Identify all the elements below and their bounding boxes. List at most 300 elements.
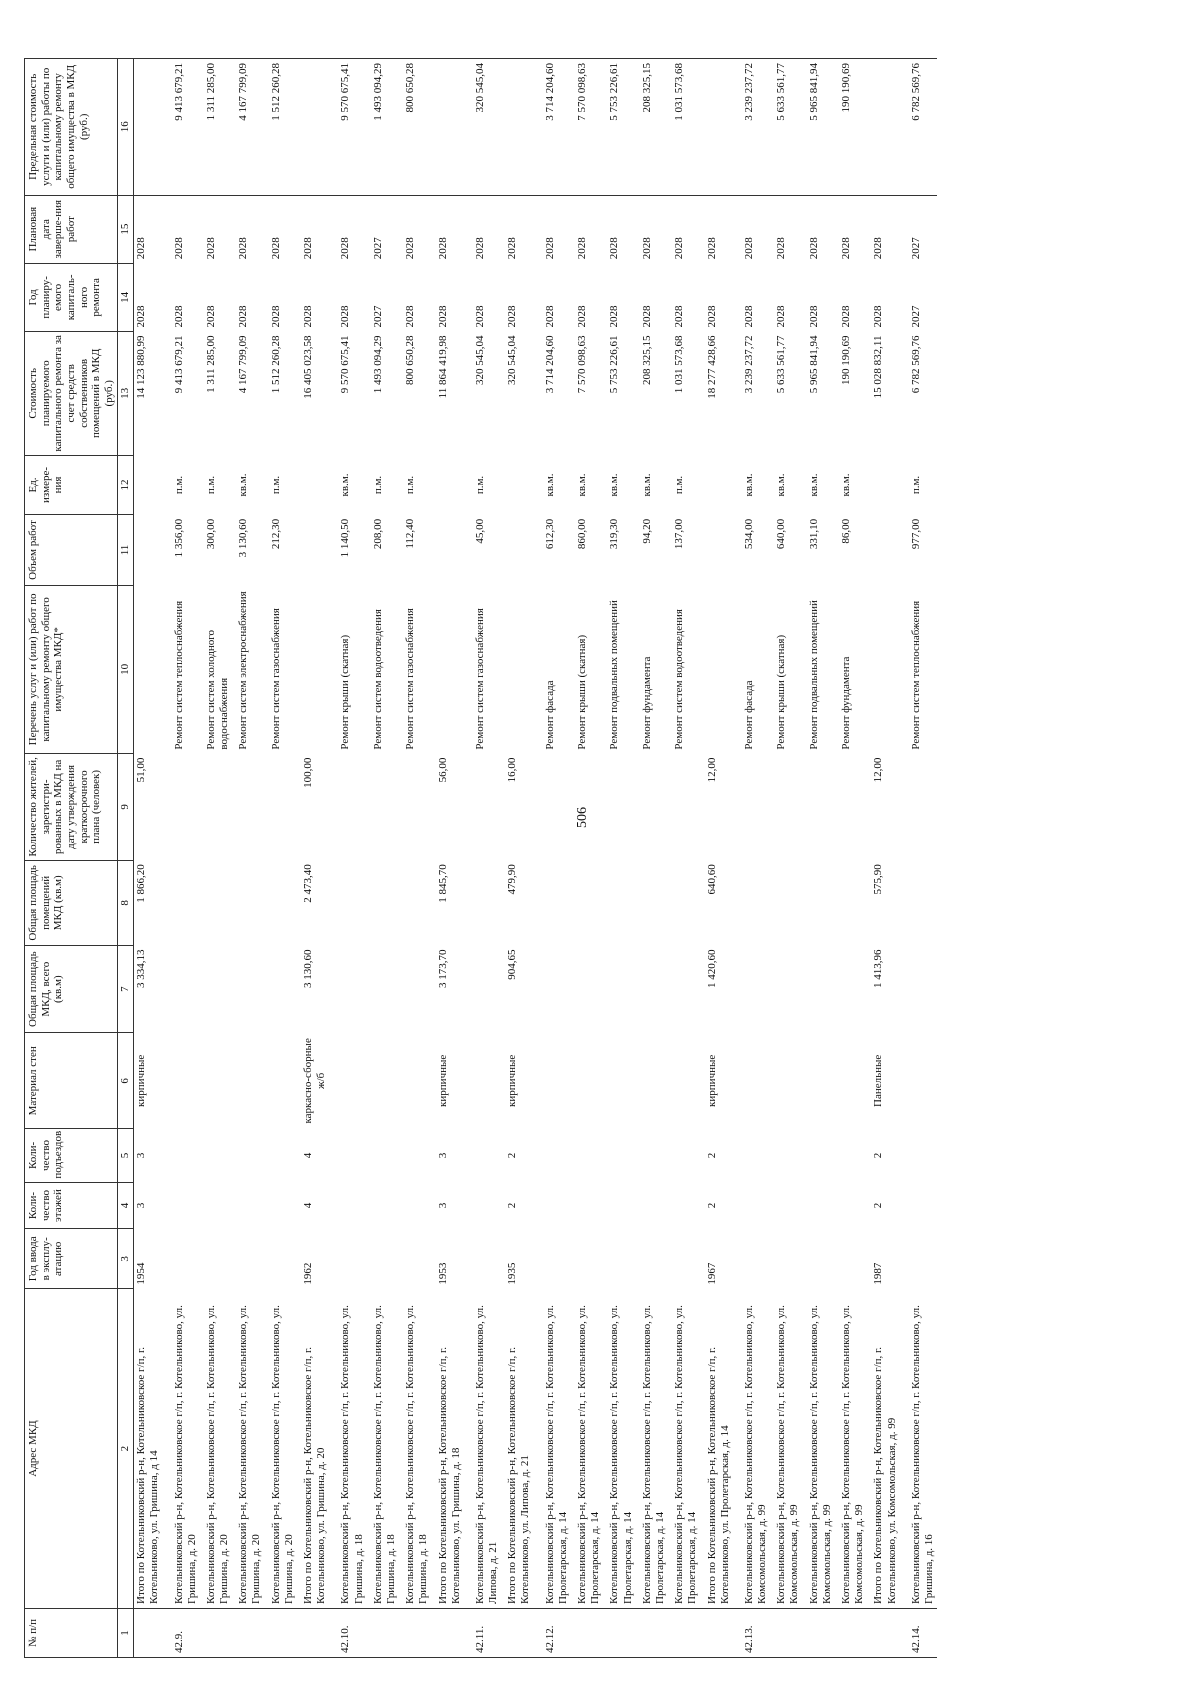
unit-cell: кв.м. [237, 473, 250, 497]
residents-cell [770, 754, 802, 861]
completion-date-cell: 2028 [237, 237, 250, 260]
unit-cell: кв.м. [543, 473, 556, 497]
work-volume-cell: 137,00 [673, 518, 686, 550]
entrances-cell: 2 [872, 1152, 885, 1159]
completion-date-cell: 2028 [172, 237, 185, 260]
planned-cost-cell: 15 028 832,11 [872, 335, 885, 399]
work-type-cell: Ремонт фундамента [640, 656, 653, 750]
total-area-cell: 3 130,60 [302, 949, 314, 988]
completion-date-cell: 2028 [473, 237, 486, 260]
year-built-cell [367, 1229, 399, 1289]
max-cost-cell: 190 190,69 [835, 59, 867, 196]
unit-cell: п.м. [204, 475, 217, 495]
address-cell: Котельниковский р-н, Котельниковское г/п, г. Котельниково, ул. Гришина, д. 20 [204, 1302, 231, 1604]
repair-year-cell: 2028 [506, 305, 519, 328]
address-cell: Итого по Котельниковский р-н, Котельниковское г/п, г. Котельниково, ул. Гришина, д 14 [135, 1344, 161, 1604]
total-area-cell [367, 945, 399, 1032]
residents-cell [265, 754, 297, 861]
table-row [200, 59, 232, 1658]
address-cell: Котельниковский р-н, Котельниковское г/п, г. Котельниково, ул. Гришина, д. 18 [371, 1302, 397, 1604]
residents-cell [163, 754, 200, 861]
wall-material-cell [399, 1033, 431, 1129]
planned-cost-cell: 4 167 799,09 [237, 335, 250, 394]
total-area-cell [668, 945, 700, 1032]
table-row [733, 59, 770, 1658]
address-cell: Котельниковский р-н, Котельниковское г/п, г. Котельниково, ул. Липова, д. 21 [473, 1302, 500, 1604]
max-cost-cell: 6 782 569,76 [900, 59, 937, 196]
header-cell: Количество жителей, зарегистри-рованных в МКД на дату утверждения краткосрочного плана (человек) [25, 754, 118, 861]
wall-material-cell: кирпичные [436, 1054, 449, 1107]
floors-cell [571, 1182, 603, 1229]
residents-cell [367, 754, 399, 861]
repair-year-cell: 2028 [543, 305, 556, 328]
unit-cell: кв.м. [775, 473, 788, 497]
max-cost-cell: 7 570 098,63 [571, 59, 603, 196]
completion-date-cell: 2028 [705, 237, 718, 260]
premises-area-cell [200, 860, 232, 945]
entrances-cell [200, 1129, 232, 1182]
address-cell: Котельниковский р-н, Котельниковское г/п, г. Котельниково, ул. Комсомольская, д. 99 [775, 1302, 801, 1604]
total-area-cell: 3 334,13 [135, 949, 148, 988]
max-cost-cell: 320 545,04 [464, 59, 501, 196]
row-number: 42.12. [534, 1608, 571, 1657]
completion-date-cell: 2027 [909, 237, 922, 260]
premises-area-cell [329, 860, 366, 945]
completion-date-cell: 2027 [371, 237, 384, 260]
unit-cell: кв.м. [640, 473, 653, 497]
work-type-cell [501, 585, 533, 753]
row-number [668, 1608, 700, 1657]
column-number: 10 [118, 585, 134, 753]
address-cell: Котельниковский р-н, Котельниковское г/п, г. Котельниково, ул. Пролетарская, д. 14 [640, 1302, 666, 1604]
residents-cell [571, 754, 603, 861]
wall-material-cell [803, 1033, 835, 1129]
year-built-cell [571, 1229, 603, 1289]
work-volume-cell: 86,00 [840, 518, 852, 544]
completion-date-cell: 2028 [543, 237, 556, 260]
header-cell: Общая площадь МКД, всего (кв.м) [25, 945, 118, 1032]
floors-cell: 3 [135, 1202, 148, 1209]
row-number [297, 1608, 329, 1657]
repair-year-cell: 2028 [404, 305, 417, 328]
address-cell: Котельниковский р-н, Котельниковское г/п, г. Котельниково, ул. Гришина, д. 20 [269, 1302, 295, 1604]
year-built-cell: 1953 [436, 1262, 449, 1285]
entrances-cell [329, 1129, 366, 1182]
unit-cell [701, 455, 733, 515]
repair-year-cell: 2028 [742, 305, 755, 328]
repair-plan-table [24, 58, 937, 1658]
header-cell: Год ввода в эксплу-атацию [25, 1229, 118, 1289]
total-area-cell [900, 945, 937, 1032]
address-cell: Итого по Котельниковский р-н, Котельниковское г/п, г. Котельниково, ул. Комсомольская, д. 99 [872, 1344, 898, 1604]
repair-year-cell: 2028 [302, 305, 314, 328]
wall-material-cell [265, 1033, 297, 1129]
entrances-cell [803, 1129, 835, 1182]
total-area-cell [835, 945, 867, 1032]
work-volume-cell: 300,00 [204, 518, 217, 550]
residents-cell [200, 754, 232, 861]
row-number: 42.10. [329, 1608, 366, 1657]
premises-area-cell [464, 860, 501, 945]
residents-cell [603, 754, 635, 861]
planned-cost-cell: 1 031 573,68 [673, 335, 686, 394]
work-volume-cell: 45,00 [473, 518, 486, 544]
year-built-cell [464, 1229, 501, 1289]
unit-cell: кв.м. [742, 473, 755, 497]
residents-cell [900, 754, 937, 861]
work-type-cell: Ремонт подвальных помещений [807, 600, 820, 750]
floors-cell [770, 1182, 802, 1229]
completion-date-cell: 2028 [872, 237, 885, 260]
repair-year-cell: 2028 [673, 305, 686, 328]
planned-cost-cell: 6 782 569,76 [909, 335, 922, 394]
max-cost-cell [134, 59, 163, 196]
total-area-cell [636, 945, 668, 1032]
header-cell: Коли-чество этажей [25, 1182, 118, 1229]
floors-cell: 2 [705, 1202, 718, 1209]
work-volume-cell [297, 515, 329, 585]
work-type-cell: Ремонт фундамента [840, 656, 852, 750]
premises-area-cell [603, 860, 635, 945]
table-row [367, 59, 399, 1658]
work-type-cell: Ремонт фасада [742, 680, 755, 750]
unit-cell [432, 455, 464, 515]
wall-material-cell [200, 1033, 232, 1129]
work-volume-cell: 1 356,00 [172, 518, 185, 558]
floors-cell [399, 1182, 431, 1229]
work-type-cell [297, 585, 329, 753]
max-cost-cell: 1 493 094,29 [367, 59, 399, 196]
entrances-cell [163, 1129, 200, 1182]
column-number: 7 [118, 945, 134, 1032]
row-number [232, 1608, 264, 1657]
residents-cell: 56,00 [436, 757, 449, 783]
year-built-cell: 1967 [705, 1262, 718, 1285]
max-cost-cell: 4 167 799,09 [232, 59, 264, 196]
premises-area-cell [803, 860, 835, 945]
repair-year-cell: 2028 [172, 305, 185, 328]
unit-cell: кв.м. [807, 473, 820, 497]
max-cost-cell: 3 239 237,72 [733, 59, 770, 196]
unit-cell: п.м. [404, 475, 417, 495]
entrances-cell: 3 [436, 1152, 449, 1159]
floors-cell: 3 [436, 1202, 449, 1209]
year-built-cell: 1962 [302, 1262, 314, 1285]
year-built-cell [232, 1229, 264, 1289]
header-cell: Плановая дата заверше-ния работ [25, 195, 118, 263]
address-cell: Котельниковский р-н, Котельниковское г/п, г. Котельниково, ул. Пролетарская, д. 14 [608, 1302, 634, 1604]
premises-area-cell [571, 860, 603, 945]
work-type-cell: Ремонт систем теплоснабжения [172, 600, 185, 750]
work-type-cell [432, 585, 464, 753]
entrances-cell [534, 1129, 571, 1182]
premises-area-cell [733, 860, 770, 945]
row-number: 42.14. [900, 1608, 937, 1657]
year-built-cell [329, 1229, 366, 1289]
planned-cost-cell: 11 864 419,98 [436, 335, 449, 399]
work-volume-cell: 212,30 [269, 518, 282, 550]
work-volume-cell: 977,00 [909, 518, 922, 550]
unit-cell [134, 455, 163, 515]
completion-date-cell: 2028 [404, 237, 417, 260]
premises-area-cell [770, 860, 802, 945]
unit-cell: кв.м. [339, 473, 352, 497]
floors-cell [163, 1182, 200, 1229]
residents-cell [232, 754, 264, 861]
planned-cost-cell: 5 753 226,61 [608, 335, 621, 394]
max-cost-cell [297, 59, 329, 196]
repair-year-cell: 2028 [269, 305, 282, 328]
unit-cell: п.м. [371, 475, 384, 495]
work-volume-cell [501, 515, 533, 585]
total-area-cell: 3 173,70 [436, 949, 449, 988]
premises-area-cell [835, 860, 867, 945]
work-volume-cell [867, 515, 899, 585]
address-cell: Котельниковский р-н, Котельниковское г/п, г. Котельниково, ул. Комсомольская, д. 99 [742, 1302, 769, 1604]
column-number: 3 [118, 1229, 134, 1289]
entrances-cell [464, 1129, 501, 1182]
column-number: 15 [118, 195, 134, 263]
premises-area-cell [367, 860, 399, 945]
repair-year-cell: 2027 [371, 305, 384, 328]
year-built-cell [733, 1229, 770, 1289]
max-cost-cell [701, 59, 733, 196]
total-area-cell [803, 945, 835, 1032]
table-row [163, 59, 200, 1658]
entrances-cell [900, 1129, 937, 1182]
address-cell: Котельниковский р-н, Котельниковское г/п, г. Котельниково, ул. Пролетарская, д. 14 [673, 1302, 699, 1604]
floors-cell: 2 [872, 1202, 885, 1209]
work-volume-cell: 612,30 [543, 518, 556, 550]
residents-cell: 16,00 [506, 757, 519, 783]
premises-area-cell [399, 860, 431, 945]
wall-material-cell [835, 1033, 867, 1129]
column-number: 6 [118, 1033, 134, 1129]
planned-cost-cell: 5 633 561,77 [775, 335, 788, 394]
repair-year-cell: 2028 [204, 305, 217, 328]
repair-year-cell: 2028 [237, 305, 250, 328]
year-built-cell [603, 1229, 635, 1289]
completion-date-cell: 2028 [506, 237, 519, 260]
table-row [701, 59, 733, 1658]
work-type-cell: Ремонт систем газоснабжения [473, 608, 486, 750]
wall-material-cell [464, 1033, 501, 1129]
wall-material-cell [900, 1033, 937, 1129]
residents-cell [803, 754, 835, 861]
address-cell: Итого по Котельниковский р-н, Котельниковское г/п, г. Котельниково, ул. Пролетарская, д. 14 [705, 1344, 731, 1604]
work-type-cell: Ремонт систем водоотведения [371, 609, 384, 750]
premises-area-cell: 575,90 [872, 864, 885, 895]
floors-cell [367, 1182, 399, 1229]
work-type-cell [701, 585, 733, 753]
max-cost-cell: 9 413 679,21 [163, 59, 200, 196]
table-row [835, 59, 867, 1658]
floors-cell [803, 1182, 835, 1229]
unit-cell: п.м. [673, 475, 686, 495]
year-built-cell [534, 1229, 571, 1289]
column-number: 2 [118, 1289, 134, 1609]
wall-material-cell: кирпичные [506, 1054, 519, 1107]
work-volume-cell: 319,30 [608, 518, 621, 550]
wall-material-cell [603, 1033, 635, 1129]
completion-date-cell: 2028 [436, 237, 449, 260]
planned-cost-cell: 320 545,04 [506, 335, 519, 385]
table-row [636, 59, 668, 1658]
address-cell: Итого по Котельниковский р-н, Котельниковское г/п, г. Котельниково, ул. Липова, д. 21 [506, 1344, 532, 1604]
max-cost-cell: 3 714 204,60 [534, 59, 571, 196]
entrances-cell [367, 1129, 399, 1182]
planned-cost-cell: 9 413 679,21 [172, 335, 185, 394]
work-type-cell: Ремонт систем теплоснабжения [909, 600, 922, 750]
floors-cell [200, 1182, 232, 1229]
residents-cell: 12,00 [872, 757, 885, 783]
row-number [835, 1608, 867, 1657]
repair-year-cell: 2028 [775, 305, 788, 328]
row-number [200, 1608, 232, 1657]
wall-material-cell [770, 1033, 802, 1129]
completion-date-cell: 2028 [339, 237, 352, 260]
planned-cost-cell: 800 650,28 [404, 335, 417, 385]
work-volume-cell: 1 140,50 [339, 518, 352, 558]
residents-cell: 100,00 [302, 757, 314, 788]
column-number: 11 [118, 515, 134, 585]
completion-date-cell: 2028 [775, 237, 788, 260]
repair-year-cell: 2028 [872, 305, 885, 328]
year-built-cell [636, 1229, 668, 1289]
work-type-cell: Ремонт систем газоснабжения [404, 608, 417, 750]
year-built-cell [770, 1229, 802, 1289]
floors-cell: 2 [506, 1202, 519, 1209]
repair-year-cell: 2028 [576, 305, 588, 328]
completion-date-cell: 2028 [807, 237, 820, 260]
premises-area-cell [232, 860, 264, 945]
premises-area-cell: 479,90 [506, 864, 519, 895]
completion-date-cell: 2028 [608, 237, 621, 260]
floors-cell [900, 1182, 937, 1229]
year-built-cell: 1935 [506, 1262, 519, 1285]
wall-material-cell [668, 1033, 700, 1129]
max-cost-cell: 208 325,15 [636, 59, 668, 196]
residents-cell [835, 754, 867, 861]
row-number [636, 1608, 668, 1657]
entrances-cell [399, 1129, 431, 1182]
table-row [134, 59, 163, 1658]
address-cell: Котельниковский р-н, Котельниковское г/п, г. Котельниково, ул. Пролетарская, д. 14 [576, 1302, 602, 1604]
wall-material-cell [636, 1033, 668, 1129]
unit-cell [297, 455, 329, 515]
address-cell: Котельниковский р-н, Котельниковское г/п, г. Котельниково, ул. Гришина, д. 20 [237, 1302, 263, 1604]
table-row [501, 59, 533, 1658]
max-cost-cell: 9 570 675,41 [329, 59, 366, 196]
planned-cost-cell: 208 325,15 [640, 335, 653, 385]
work-type-cell: Ремонт фасада [543, 680, 556, 750]
premises-area-cell: 2 473,40 [302, 864, 314, 903]
header-cell: Адрес МКД [25, 1289, 118, 1609]
floors-cell [534, 1182, 571, 1229]
rotated-page [24, 58, 1200, 1658]
year-built-cell: 1954 [135, 1262, 148, 1285]
work-type-cell: Ремонт крыши (скатная) [775, 634, 788, 750]
planned-cost-cell: 3 239 237,72 [742, 335, 755, 394]
planned-cost-cell: 190 190,69 [840, 335, 852, 385]
year-built-cell [668, 1229, 700, 1289]
floors-cell [329, 1182, 366, 1229]
work-volume-cell: 640,00 [775, 518, 788, 550]
header-cell: Стоимость планируемого капитального ремонта за счет средств собственников помещений в МКД (руб.) [25, 332, 118, 456]
repair-year-cell: 2028 [135, 305, 148, 328]
year-built-cell [835, 1229, 867, 1289]
floors-cell [464, 1182, 501, 1229]
total-area-cell [770, 945, 802, 1032]
max-cost-cell: 1 512 260,28 [265, 59, 297, 196]
column-number: 1 [118, 1608, 134, 1657]
work-type-cell: Ремонт систем электроснабжения [237, 591, 250, 750]
floors-cell [232, 1182, 264, 1229]
residents-cell [636, 754, 668, 861]
planned-cost-cell: 5 965 841,94 [807, 335, 820, 394]
work-type-cell [867, 585, 899, 753]
address-cell: Котельниковский р-н, Котельниковское г/п, г. Котельниково, ул. Гришина, д. 18 [339, 1302, 365, 1604]
year-built-cell [200, 1229, 232, 1289]
row-number [867, 1608, 899, 1657]
entrances-cell: 4 [302, 1152, 314, 1159]
work-type-cell: Ремонт крыши (скатная) [576, 634, 588, 750]
header-cell: Год планиру-емого капиталь-ного ремонта [25, 263, 118, 331]
wall-material-cell [571, 1033, 603, 1129]
row-number [803, 1608, 835, 1657]
entrances-cell [668, 1129, 700, 1182]
premises-area-cell [265, 860, 297, 945]
planned-cost-cell: 9 570 675,41 [339, 335, 352, 394]
premises-area-cell [668, 860, 700, 945]
page-number: 506 [575, 807, 590, 828]
completion-date-cell: 2028 [840, 237, 852, 260]
max-cost-cell: 5 753 226,61 [603, 59, 635, 196]
column-number: 5 [118, 1129, 134, 1182]
wall-material-cell: каркасно-сборные ж/б [302, 1035, 328, 1124]
work-type-cell: Ремонт систем водоотведения [673, 609, 686, 750]
entrances-cell [636, 1129, 668, 1182]
table-row [399, 59, 431, 1658]
completion-date-cell: 2028 [269, 237, 282, 260]
row-number: 42.13. [733, 1608, 770, 1657]
floors-cell [636, 1182, 668, 1229]
completion-date-cell: 2028 [204, 237, 217, 260]
work-volume-cell: 3 130,60 [237, 518, 250, 558]
table-row [900, 59, 937, 1658]
total-area-cell [603, 945, 635, 1032]
residents-cell [733, 754, 770, 861]
floors-cell [603, 1182, 635, 1229]
column-number: 8 [118, 860, 134, 945]
repair-year-cell: 2028 [436, 305, 449, 328]
planned-cost-cell: 18 277 428,66 [705, 335, 718, 399]
total-area-cell [163, 945, 200, 1032]
column-number: 16 [118, 59, 134, 196]
total-area-cell [464, 945, 501, 1032]
max-cost-cell: 5 965 841,94 [803, 59, 835, 196]
row-number [501, 1608, 533, 1657]
work-volume-cell: 94,20 [640, 518, 653, 544]
residents-cell: 51,00 [135, 757, 148, 783]
premises-area-cell [900, 860, 937, 945]
planned-cost-cell: 16 405 023,58 [302, 335, 314, 399]
address-cell: Котельниковский р-н, Котельниковское г/п, г. Котельниково, ул. Комсомольская, д. 99 [840, 1302, 866, 1604]
premises-area-cell [534, 860, 571, 945]
header-cell: Коли-чество подъездов [25, 1129, 118, 1182]
row-number: 42.9. [163, 1608, 200, 1657]
work-volume-cell: 331,10 [807, 518, 820, 550]
